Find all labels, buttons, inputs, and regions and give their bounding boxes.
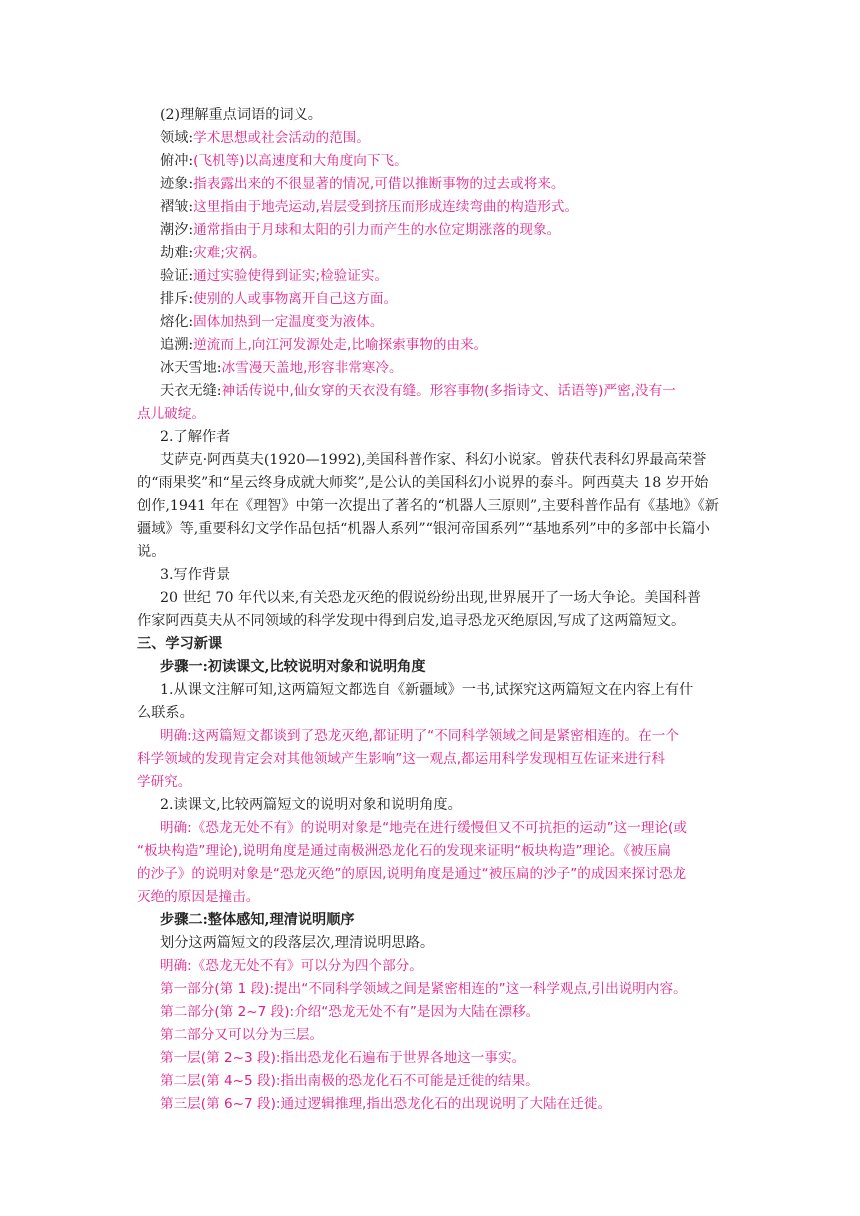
question-text: 2.读课文,比较两篇短文的说明对象和说明角度。 [160, 797, 462, 813]
vocab-item: 俯冲:(飞机等)以高速度和大角度向下飞。 [160, 153, 408, 169]
vocab-item: 迹象:指表露出来的不很显著的情况,可借以推断事物的过去或将来。 [160, 176, 565, 192]
question-text: 么联系。 [137, 705, 194, 721]
vocab-item: 天衣无缝:神话传说中,仙女穿的天衣没有缝。形容事物(多指诗文、话语等)严密,没有一 [160, 383, 676, 399]
answer-text: 科学领域的发现肯定会对其他领域产生影响”这一观点,都运用科学发现相互佐证来进行科 [137, 751, 665, 767]
answer-text: 明确:《恐龙无处不有》可以分为四个部分。 [160, 958, 423, 974]
vocab-continuation: 点儿破绽。 [137, 406, 205, 422]
answer-text: 第三层(第 6~7 段):通过逻辑推理,指出恐龙化石的出现说明了大陆在迁徙。 [160, 1096, 612, 1112]
answer-text: 明确:《恐龙无处不有》的说明对象是“地壳在进行缓慢但又不可抗拒的运动”这一理论(或 [160, 820, 687, 836]
answer-text: 灭绝的原因是撞击。 [137, 889, 260, 905]
answer-text: 第一层(第 2~3 段):指出恐龙化石遍布于世界各地这一事实。 [160, 1050, 526, 1066]
vocab-item: 熔化:固体加热到一定温度变为液体。 [160, 314, 384, 330]
background-text: 20 世纪 70 年代以来,有关恐龙灭绝的假说纷纷出现,世界展开了一场大争论。美国科普 [160, 590, 702, 606]
step2-heading: 步骤二:整体感知,理清说明顺序 [160, 912, 355, 928]
answer-text: 第二层(第 4~5 段):指出南极的恐龙化石不可能是迁徙的结果。 [160, 1073, 539, 1089]
vocab-item: 验证:通过实验使得到证实;检验证实。 [160, 268, 389, 284]
vocab-item: 冰天雪地:冰雪漫天盖地,形容非常寒冷。 [160, 360, 403, 376]
part3-heading: 三、学习新课 [137, 636, 223, 652]
vocab-item: 褶皱:这里指由于地壳运动,岩层受到挤压而形成连续弯曲的构造形式。 [160, 199, 579, 215]
answer-text: 第二部分(第 2~7 段):介绍“恐龙无处不有”是因为大陆在漂移。 [160, 1004, 540, 1020]
author-text: 疆域》等,重要科幻文学作品包括“机器人系列”“银河帝国系列”“基地系列”中的多部中长篇小 [137, 521, 710, 537]
vocab-item: 领域:学术思想或社会活动的范围。 [160, 130, 370, 146]
author-text: 的“雨果奖”和“星云终身成就大师奖”,是公认的美国科幻小说界的泰斗。阿西莫夫 18 岁开始 [137, 475, 709, 491]
question-text: 1.从课文注解可知,这两篇短文都选自《新疆域》一书,试探究这两篇短文在内容上有什 [160, 682, 694, 698]
vocab-item: 排斥:使别的人或事物离开自己这方面。 [160, 291, 398, 307]
answer-text: 第二部分又可以分为三层。 [160, 1027, 324, 1043]
vocab-item: 潮汐:通常指由于月球和太阳的引力而产生的水位定期涨落的现象。 [160, 222, 561, 238]
answer-text: 明确:这两篇短文都谈到了恐龙灭绝,都证明了“不同科学领域之间是紧密相连的。在一个 [160, 728, 679, 744]
answer-text: 第一部分(第 1 段):提出“不同科学领域之间是紧密相连的”这一科学观点,引出说明内容。 [160, 981, 687, 997]
answer-text: 学研究。 [137, 774, 192, 790]
answer-text: “板块构造”理论),说明角度是通过南极洲恐龙化石的发现来证明“板块构造”理论。《被压扁 [137, 843, 671, 859]
question-text: 划分这两篇短文的段落层次,理清说明思路。 [160, 935, 435, 951]
background-heading: 3.写作背景 [160, 567, 231, 583]
section-heading: (2)理解重点词语的词义。 [160, 107, 322, 123]
author-text: 说。 [137, 544, 166, 560]
author-heading: 2.了解作者 [160, 429, 231, 445]
answer-text: 的沙子》的说明对象是“恐龙灭绝”的原因,说明角度是通过“被压扁的沙子”的成因来探讨恐龙 [137, 866, 687, 882]
author-text: 创作,1941 年在《理智》中第一次提出了著名的“机器人三原则”,主要科普作品有《基地》《新 [137, 498, 719, 514]
vocab-item: 劫难:灾难;灾祸。 [160, 245, 266, 261]
step1-heading: 步骤一:初读课文,比较说明对象和说明角度 [160, 659, 426, 675]
background-text: 作家阿西莫夫从不同领域的科学发现中得到启发,追寻恐龙灭绝原因,写成了这两篇短文。 [137, 613, 686, 629]
author-text: 艾萨克·阿西莫夫(1920—1992),美国科普作家、科幻小说家。曾获代表科幻界最高荣誉 [160, 452, 707, 468]
vocab-item: 追溯:逆流而上,向江河发源处走,比喻探索事物的由来。 [160, 337, 488, 353]
